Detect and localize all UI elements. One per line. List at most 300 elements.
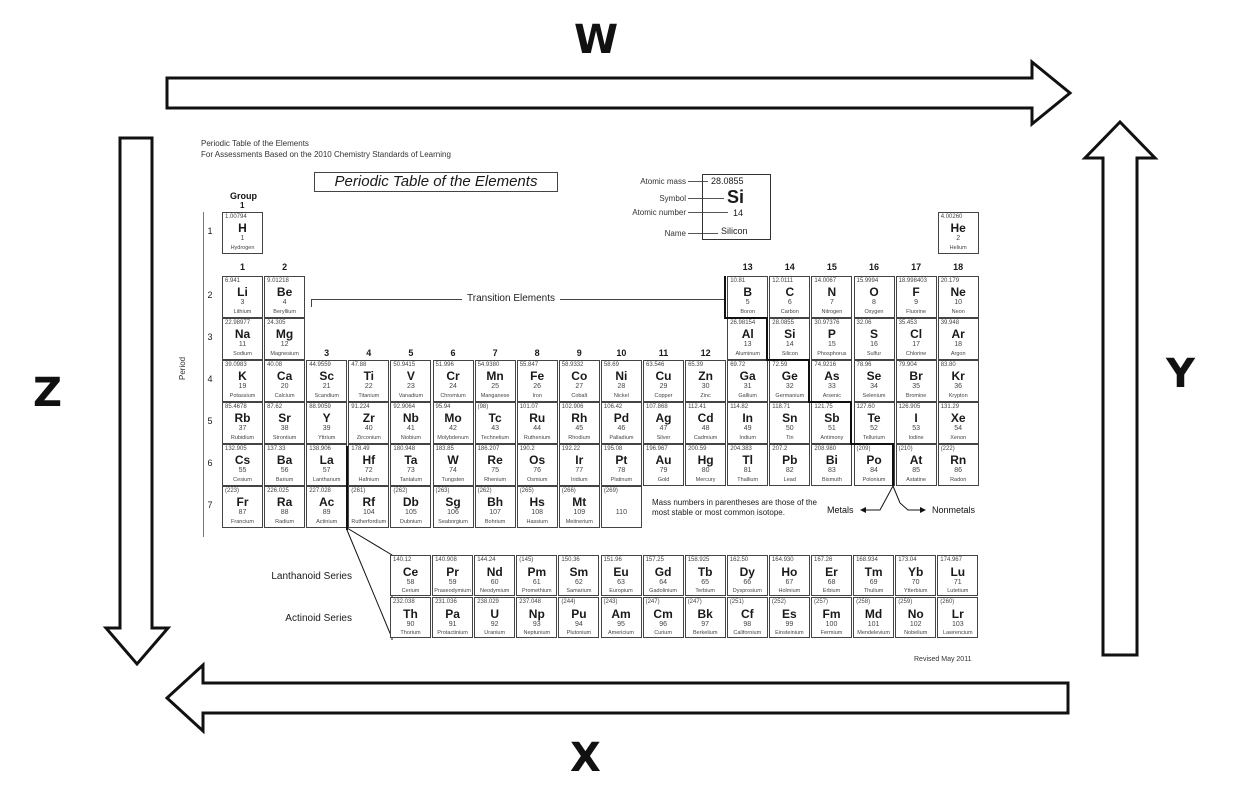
element-name: Hafnium <box>358 477 380 483</box>
atomic-number: 80 <box>701 467 710 474</box>
element-symbol: Te <box>867 411 881 425</box>
atomic-mass: (210) <box>898 446 913 452</box>
atomic-mass: 232.038 <box>393 599 415 605</box>
group-label: 17 <box>911 262 922 272</box>
atomic-number: 35 <box>912 383 920 390</box>
element-symbol: Kr <box>951 369 965 383</box>
atomic-mass: 126.905 <box>898 404 921 410</box>
element-name: Actinium <box>316 519 338 525</box>
atomic-mass: 88.9059 <box>309 404 331 410</box>
atomic-mass: (145) <box>519 557 534 563</box>
atomic-mass: (98) <box>477 404 489 410</box>
atomic-mass: 55.847 <box>519 362 539 368</box>
atomic-mass: 74.9216 <box>814 362 837 368</box>
element-name: Manganese <box>480 393 510 399</box>
element-symbol: Ru <box>529 411 546 425</box>
atomic-mass: (223) <box>225 488 240 494</box>
element-name: Rubidium <box>230 435 255 441</box>
atomic-number: 98 <box>743 621 752 628</box>
element-name: Magnesium <box>270 351 299 357</box>
element-symbol: Mg <box>275 327 294 341</box>
atomic-mass: 51.996 <box>435 362 454 368</box>
group-heading: Group <box>230 191 257 201</box>
actinoid-cell <box>895 597 936 638</box>
element-name: Einsteinium <box>775 630 804 636</box>
arrow-label-x: X <box>570 735 601 781</box>
atomic-mass: 10.81 <box>730 278 746 284</box>
element-symbol: Sr <box>278 411 291 425</box>
element-symbol: Se <box>866 369 882 383</box>
element-name: Tellurium <box>862 435 885 441</box>
atomic-number: 55 <box>238 467 247 474</box>
lanthanoid-label: Lanthanoid Series <box>271 571 352 582</box>
atomic-mass: (222) <box>940 446 955 452</box>
atomic-number: 108 <box>531 509 544 516</box>
header-line-1: Periodic Table of the Elements <box>201 139 309 148</box>
atomic-number: 42 <box>449 425 457 432</box>
atomic-mass: 195.08 <box>603 446 623 452</box>
element-name: Tungsten <box>441 477 465 483</box>
actinoid-cell <box>937 597 978 638</box>
atomic-mass: 162.50 <box>729 557 749 563</box>
actinoid-cell <box>811 597 852 638</box>
atomic-number: 65 <box>701 579 710 586</box>
element-name: Promethium <box>521 588 552 594</box>
element-symbol: Pa <box>445 607 460 621</box>
atomic-number: 2 <box>956 235 961 242</box>
atomic-mass: 127.60 <box>856 404 875 410</box>
nonmetals-label: Nonmetals <box>932 505 976 515</box>
atomic-mass: 196.967 <box>646 446 668 452</box>
atomic-mass: 92.9064 <box>393 404 416 410</box>
atomic-mass: 44.9559 <box>309 362 331 368</box>
group-label: 8 <box>534 348 540 358</box>
element-name: Vanadium <box>398 393 424 399</box>
atomic-mass: 14.0067 <box>814 278 837 284</box>
lanthanoid-cell <box>643 555 684 596</box>
atomic-mass: 204.383 <box>730 446 752 452</box>
atomic-number: 78 <box>617 467 626 474</box>
element-name: Oxygen <box>864 309 884 315</box>
element-name: Nobelium <box>904 630 928 636</box>
period-label: 4 <box>207 374 213 384</box>
element-symbol: Sn <box>782 411 798 425</box>
element-symbol: Pb <box>782 453 798 467</box>
element-symbol: Po <box>866 453 882 467</box>
element-name: Praseodymium <box>434 588 471 594</box>
element-symbol: Na <box>234 327 251 341</box>
atomic-number: 70 <box>911 579 920 586</box>
element-symbol: Lr <box>951 607 964 621</box>
atomic-number: 109 <box>573 509 586 516</box>
element-name: Beryllium <box>273 309 296 315</box>
group-label: 13 <box>742 262 753 272</box>
atomic-number: 50 <box>785 425 794 432</box>
element-symbol: Bi <box>825 453 838 467</box>
element-name: Europium <box>609 588 633 594</box>
element-symbol: Ge <box>781 369 798 383</box>
atomic-mass: (258) <box>856 599 871 605</box>
atomic-number: 52 <box>870 425 878 432</box>
element-name: Zinc <box>700 393 711 399</box>
element-symbol: At <box>909 453 923 467</box>
period-label: 2 <box>207 290 213 300</box>
atomic-number: 89 <box>322 509 331 516</box>
element-symbol: I <box>914 411 918 425</box>
element-symbol: Ba <box>276 453 293 467</box>
period-label: 3 <box>207 332 213 342</box>
element-symbol: Np <box>528 607 545 621</box>
atomic-number: 18 <box>954 341 963 348</box>
element-symbol: Cd <box>697 411 714 425</box>
atomic-number: 48 <box>701 425 710 432</box>
atomic-mass: 137.33 <box>267 446 286 452</box>
element-name: Erbium <box>822 588 841 594</box>
element-symbol: Ar <box>951 327 965 341</box>
atomic-number: 4 <box>282 299 287 306</box>
actinoid-cell <box>769 597 810 638</box>
element-name: Tin <box>786 435 794 441</box>
atomic-mass: 237.048 <box>519 599 541 605</box>
atomic-mass: (251) <box>729 599 744 605</box>
atomic-number: 59 <box>448 579 457 586</box>
atomic-mass: 183.85 <box>435 446 454 452</box>
element-name: Rutherfordium <box>351 519 387 525</box>
element-name: Titanium <box>358 393 380 399</box>
atomic-mass: 238.029 <box>477 599 499 605</box>
actinoid-cell <box>558 597 599 638</box>
element-symbol: Gd <box>654 565 672 579</box>
lanthanoid-cell <box>937 555 978 596</box>
atomic-number: 82 <box>785 467 794 474</box>
element-symbol: Cs <box>234 453 251 467</box>
atomic-mass: 35.453 <box>898 320 917 326</box>
atomic-number: 69 <box>869 579 878 586</box>
atomic-mass: 106.42 <box>603 404 623 410</box>
atomic-number: 84 <box>870 467 878 474</box>
atomic-mass: 63.546 <box>646 362 665 368</box>
atomic-mass: 174.967 <box>940 557 962 563</box>
element-symbol: No <box>907 607 924 621</box>
atomic-mass: (243) <box>603 599 618 605</box>
element-name: Hydrogen <box>230 245 255 251</box>
element-symbol: Fr <box>236 495 249 509</box>
transition-label: Transition Elements <box>462 293 560 304</box>
element-name: Gadolinium <box>649 588 677 594</box>
atomic-mass: 1.00794 <box>225 214 247 220</box>
atomic-mass: (257) <box>814 599 829 605</box>
atomic-mass: (266) <box>561 488 576 494</box>
element-symbol: Ce <box>402 565 419 579</box>
element-symbol: Xe <box>950 411 966 425</box>
element-name: Germanium <box>775 393 805 399</box>
lanthanoid-cell <box>685 555 726 596</box>
lanthanoid-cell <box>432 555 473 596</box>
arrow-label-z: Z <box>33 370 63 416</box>
element-symbol: Au <box>655 453 672 467</box>
lanthanoid-cell <box>811 555 852 596</box>
element-name: Arsenic <box>822 393 842 399</box>
element-name: Strontium <box>272 435 297 441</box>
atomic-mass: 58.9332 <box>561 362 584 368</box>
element-symbol: Be <box>276 285 293 299</box>
atomic-mass: 6.941 <box>225 278 241 284</box>
atomic-number: 30 <box>701 383 710 390</box>
element-symbol: Mo <box>444 411 462 425</box>
element-symbol: Ta <box>404 453 418 467</box>
element-name: Krypton <box>948 393 968 399</box>
element-symbol: Si <box>784 327 796 341</box>
element-name: Berkelium <box>692 630 718 636</box>
atomic-mass: 47.88 <box>351 362 367 368</box>
atomic-mass: (247) <box>687 599 702 605</box>
atomic-number: 61 <box>532 579 541 586</box>
atomic-number: 6 <box>787 299 792 306</box>
element-symbol: Pu <box>571 607 587 621</box>
atomic-mass: 168.934 <box>856 557 878 563</box>
atomic-number: 7 <box>829 299 834 306</box>
atomic-mass: 231.036 <box>435 599 457 605</box>
element-name: Tantalum <box>399 477 423 483</box>
atomic-mass: 79.904 <box>898 362 917 368</box>
element-name: Nickel <box>613 393 629 399</box>
element-symbol: As <box>824 369 840 383</box>
element-name: Polonium <box>862 477 886 483</box>
element-name: Sulfur <box>866 351 882 357</box>
atomic-mass: 150.36 <box>561 557 580 563</box>
element-symbol: Hf <box>362 453 376 467</box>
revised-date: Revised May 2011 <box>914 656 972 663</box>
atomic-mass: 178.49 <box>351 446 370 452</box>
atomic-number: 79 <box>659 467 668 474</box>
period-label: 5 <box>207 416 213 426</box>
element-name: Chlorine <box>905 351 927 357</box>
atomic-mass: 114.82 <box>730 404 749 410</box>
element-symbol: Rn <box>950 453 967 467</box>
atomic-mass: 15.9994 <box>856 278 879 284</box>
atomic-mass: 24.305 <box>267 320 286 326</box>
element-symbol: Ra <box>276 495 293 509</box>
legend-name: Silicon <box>721 226 748 236</box>
atomic-number: 81 <box>743 467 752 474</box>
element-symbol: Ca <box>276 369 293 383</box>
legend-symbol-label: Symbol <box>659 194 686 203</box>
atomic-number: 45 <box>575 425 584 432</box>
atomic-number: 13 <box>743 341 752 348</box>
atomic-mass: 200.59 <box>688 446 707 452</box>
atomic-number: 26 <box>533 383 542 390</box>
atomic-mass: 101.07 <box>519 404 539 410</box>
element-name: Barium <box>275 477 294 483</box>
atomic-mass: 190.2 <box>519 446 535 452</box>
atomic-mass: 107.868 <box>646 404 668 410</box>
element-symbol: Sb <box>824 411 840 425</box>
atomic-mass: 167.26 <box>814 557 833 563</box>
atomic-mass: 54.9380 <box>477 362 500 368</box>
atomic-mass: 208.980 <box>814 446 837 452</box>
element-name: Bismuth <box>821 477 842 483</box>
atomic-number: 86 <box>954 467 963 474</box>
atomic-number: 54 <box>954 425 963 432</box>
element-symbol: Th <box>403 607 418 621</box>
atomic-number: 31 <box>743 383 752 390</box>
group-label: 18 <box>953 262 964 272</box>
element-name: Rhenium <box>484 477 507 483</box>
element-name: Neptunium <box>523 630 551 636</box>
element-symbol: Dy <box>739 565 755 579</box>
atomic-mass: 12.0111 <box>772 278 794 284</box>
element-name: Francium <box>231 519 254 525</box>
atomic-mass: (262) <box>393 488 408 494</box>
group-label: 2 <box>282 262 288 272</box>
atomic-number: 20 <box>280 383 289 390</box>
atomic-number: 93 <box>532 621 541 628</box>
actinoid-cell <box>516 597 557 638</box>
atomic-number: 85 <box>912 467 920 474</box>
atomic-number: 56 <box>280 467 289 474</box>
element-name: Lithium <box>233 309 252 315</box>
atomic-mass: 28.0855 <box>772 320 794 326</box>
atomic-number: 105 <box>405 509 417 516</box>
atomic-mass: (244) <box>561 599 576 605</box>
element-name: Phosphorus <box>817 351 847 357</box>
element-name: Copper <box>654 393 673 399</box>
element-symbol: Hg <box>697 453 714 467</box>
element-symbol: Rb <box>234 411 251 425</box>
element-symbol: Fm <box>822 607 841 621</box>
element-name: Lanthanum <box>312 477 341 483</box>
atomic-number: 19 <box>238 383 247 390</box>
atomic-number: 12 <box>280 341 289 348</box>
element-name: Mercury <box>695 477 716 483</box>
atomic-number: 24 <box>449 383 457 390</box>
element-name: Niobium <box>400 435 421 441</box>
legend-mass-label: Atomic mass <box>640 177 686 186</box>
atomic-number: 16 <box>870 341 878 348</box>
element-symbol: Hs <box>529 495 545 509</box>
atomic-number: 10 <box>954 299 963 306</box>
lanthanoid-cell <box>474 555 515 596</box>
isotope-note: Mass numbers in parentheses are those of the most stable or most common isotope. <box>652 498 817 517</box>
element-symbol: Pd <box>613 411 630 425</box>
element-name: Platinum <box>610 477 633 483</box>
legend-symbol: Si <box>727 187 745 207</box>
atomic-mass: 138.906 <box>309 446 331 452</box>
element-name: Hassium <box>526 519 548 525</box>
element-name: Argon <box>950 351 966 357</box>
atomic-mass: 164.930 <box>771 557 794 563</box>
element-symbol: Ne <box>950 285 966 299</box>
element-name: Calcium <box>274 393 295 399</box>
lanthanoid-cell <box>895 555 936 596</box>
element-name: Boron <box>740 309 756 315</box>
element-symbol: B <box>743 285 753 299</box>
atomic-mass: 78.96 <box>856 362 872 368</box>
atomic-mass: 180.948 <box>393 446 416 452</box>
atomic-number: 47 <box>659 425 668 432</box>
atomic-number: 3 <box>240 299 245 306</box>
element-symbol: Bh <box>487 495 504 509</box>
element-name: Plutonium <box>566 630 592 636</box>
atomic-number: 100 <box>825 621 838 628</box>
group-label: 9 <box>576 348 582 358</box>
lanthanoid-cell <box>853 555 894 596</box>
element-name: Cesium <box>233 477 252 483</box>
atomic-mass: 226.025 <box>267 488 289 494</box>
element-symbol: K <box>238 369 247 383</box>
atomic-mass: 173.04 <box>898 557 917 563</box>
group-label: 4 <box>366 348 372 358</box>
atomic-number: 107 <box>489 509 501 516</box>
atomic-number: 11 <box>238 341 247 348</box>
element-name: Protactinium <box>437 630 468 636</box>
element-name: Sodium <box>233 351 252 357</box>
atomic-number: 49 <box>743 425 752 432</box>
element-name: Meitnerium <box>565 519 593 525</box>
element-name: Radon <box>950 477 967 483</box>
atomic-number: 43 <box>491 425 499 432</box>
element-name: Iridium <box>571 477 588 483</box>
element-name: Gallium <box>738 393 758 399</box>
element-name: Ruthenium <box>523 435 551 441</box>
atomic-number: 17 <box>912 341 920 348</box>
atomic-mass: 158.925 <box>687 557 710 563</box>
atomic-number: 60 <box>490 579 499 586</box>
group-label: 6 <box>450 348 456 358</box>
element-symbol: Rf <box>362 495 376 509</box>
atomic-number: 83 <box>827 467 836 474</box>
element-symbol: Tm <box>864 565 883 579</box>
atomic-number: 63 <box>617 579 625 586</box>
atomic-number: 21 <box>322 383 331 390</box>
element-name: Thulium <box>863 588 884 594</box>
atomic-number: 5 <box>745 299 750 306</box>
element-name: Silicon <box>781 351 798 357</box>
atomic-number: 33 <box>827 383 836 390</box>
atomic-number: 104 <box>362 509 375 516</box>
atomic-mass: 207.2 <box>772 446 788 452</box>
element-symbol: Ag <box>655 411 672 425</box>
atomic-number: 39 <box>322 425 331 432</box>
atomic-number: 46 <box>617 425 626 432</box>
lanthanoid-cell <box>390 555 431 596</box>
group-label: 3 <box>324 348 330 358</box>
element-symbol: Yb <box>908 565 924 579</box>
element-symbol: Mn <box>486 369 504 383</box>
atomic-number: 110 <box>615 509 627 516</box>
atomic-number: 94 <box>574 621 583 628</box>
element-symbol: La <box>319 453 334 467</box>
atomic-mass: 40.08 <box>267 362 283 368</box>
element-name: Cerium <box>401 588 420 594</box>
element-name: Ytterbium <box>903 588 928 594</box>
atomic-number: 27 <box>575 383 584 390</box>
atomic-number: 1 <box>240 235 245 242</box>
element-symbol: Rh <box>571 411 588 425</box>
element-symbol: Md <box>864 607 883 621</box>
element-name: Thorium <box>400 630 421 636</box>
arrow-label-y: Y <box>1166 351 1195 397</box>
atomic-mass: (261) <box>351 488 366 494</box>
element-name: Molybdenum <box>437 435 469 441</box>
atomic-number: 77 <box>575 467 584 474</box>
element-name: Aluminum <box>735 351 760 357</box>
element-symbol: Sm <box>569 565 589 579</box>
element-symbol: Nb <box>402 411 419 425</box>
atomic-number: 75 <box>491 467 499 474</box>
atomic-mass: 39.948 <box>940 320 960 326</box>
element-name: Xenon <box>950 435 967 441</box>
